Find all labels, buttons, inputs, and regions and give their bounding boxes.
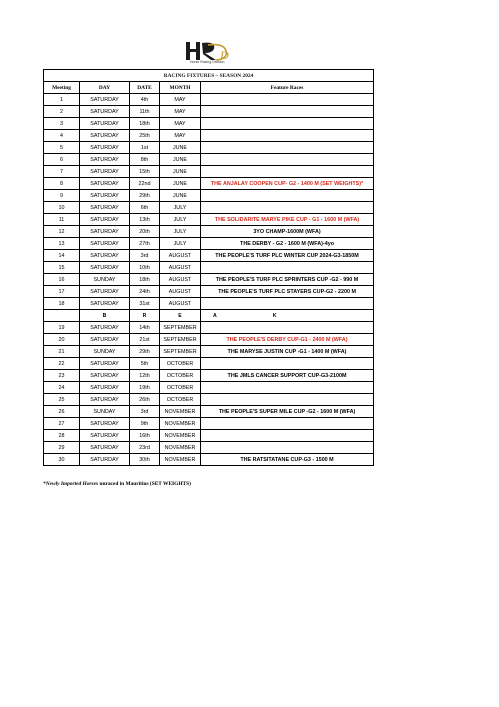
cell-month: JULY — [160, 238, 201, 250]
cell-feature-race: THE PEOPLE'S TURF PLC SPRINTERS CUP -G2 - 990 M — [201, 274, 374, 286]
cell-date: 18th — [130, 274, 160, 286]
cell-date: 11th — [130, 106, 160, 118]
table-row — [44, 250, 374, 262]
cell-day: SATURDAY — [80, 226, 130, 238]
cell-date: 5th — [130, 358, 160, 370]
cell-feature-race: THE JMLS CANCER SUPPORT CUP-G3-2100M — [201, 370, 374, 382]
table-row — [44, 226, 374, 238]
table-row — [44, 94, 374, 106]
table-title: RACING FIXTURES – SEASON 2024 — [44, 70, 374, 82]
cell-meeting: 15 — [44, 262, 80, 274]
cell-meeting: 5 — [44, 142, 80, 154]
cell-date: 30th — [130, 454, 160, 466]
col-date: DATE — [130, 82, 160, 94]
cell-meeting: 13 — [44, 238, 80, 250]
cell-feature-race: THE SOLIDARITE MARYE PIKE CUP - G1 - 1600 M (WFA) — [201, 214, 374, 226]
cell-date: 13th — [130, 214, 160, 226]
cell-date: 25th — [130, 130, 160, 142]
break-letter-k: K — [272, 312, 277, 319]
table-row — [44, 178, 374, 190]
cell-month: MAY — [160, 118, 201, 130]
cell-month: MAY — [160, 94, 201, 106]
footnote-star: *Newly Imported Horses — [43, 481, 99, 487]
table-row — [44, 130, 374, 142]
cell-feature-race — [201, 118, 374, 130]
cell-date: 27th — [130, 238, 160, 250]
cell-day: SATURDAY — [80, 370, 130, 382]
cell-feature-race — [201, 358, 374, 370]
cell-meeting: 18 — [44, 298, 80, 310]
table-row — [44, 118, 374, 130]
table-row — [44, 106, 374, 118]
table-row — [44, 394, 374, 406]
cell-day: SATURDAY — [80, 430, 130, 442]
cell-date: 18th — [130, 118, 160, 130]
col-meeting: Meeting — [44, 82, 80, 94]
cell-feature-race: THE PEOPLE'S SUPER MILE CUP -G2 - 1600 M (WFA) — [201, 406, 374, 418]
cell-date: 1st — [130, 142, 160, 154]
cell-meeting: 28 — [44, 430, 80, 442]
cell-feature-race: THE PEOPLE'S TURF PLC STAYERS CUP-G2 - 2200 M — [201, 286, 374, 298]
cell-month: OCTOBER — [160, 358, 201, 370]
break-letter: R — [130, 310, 160, 322]
cell-day: SATURDAY — [80, 214, 130, 226]
cell-month: JUNE — [160, 142, 201, 154]
cell-date: 6th — [130, 202, 160, 214]
table-row — [44, 382, 374, 394]
cell-date: 12th — [130, 370, 160, 382]
cell-feature-race — [201, 106, 374, 118]
cell-feature-race — [201, 322, 374, 334]
cell-month: JUNE — [160, 154, 201, 166]
cell-day: SATURDAY — [80, 118, 130, 130]
cell-date: 22nd — [130, 178, 160, 190]
cell-month: NOVEMBER — [160, 430, 201, 442]
cell-month: NOVEMBER — [160, 442, 201, 454]
cell-feature-race — [201, 166, 374, 178]
break-letter-a: A — [213, 312, 217, 319]
break-row — [44, 310, 374, 322]
cell-feature-race — [201, 382, 374, 394]
cell-feature-race: THE DERBY - G2 - 1600 M (WFA)-4yo — [201, 238, 374, 250]
cell-day: SATURDAY — [80, 262, 130, 274]
table-row — [44, 154, 374, 166]
cell-date: 14th — [130, 322, 160, 334]
cell-month: MAY — [160, 106, 201, 118]
cell-meeting: 7 — [44, 166, 80, 178]
table-row — [44, 454, 374, 466]
cell-month: OCTOBER — [160, 370, 201, 382]
cell-feature-race — [201, 130, 374, 142]
cell-day: SUNDAY — [80, 346, 130, 358]
cell-day: SATURDAY — [80, 334, 130, 346]
cell-meeting: 20 — [44, 334, 80, 346]
cell-feature-race — [201, 394, 374, 406]
table-row — [44, 262, 374, 274]
cell-date: 20th — [130, 226, 160, 238]
cell-month: SEPTEMBER — [160, 346, 201, 358]
cell-month: AUGUST — [160, 274, 201, 286]
cell-month: OCTOBER — [160, 394, 201, 406]
cell-feature-race: THE PEOPLE'S DERBY CUP-G1 - 2400 M (WFA) — [201, 334, 374, 346]
cell-month: NOVEMBER — [160, 454, 201, 466]
svg-text:D: D — [220, 48, 229, 62]
cell-month: NOVEMBER — [160, 418, 201, 430]
cell-meeting: 3 — [44, 118, 80, 130]
cell-day: SUNDAY — [80, 274, 130, 286]
cell-month: MAY — [160, 130, 201, 142]
cell-month: JUNE — [160, 190, 201, 202]
cell-feature-race: THE PEOPLE'S TURF PLC WINTER CUP 2024-G3-1850M — [201, 250, 374, 262]
cell-date: 4th — [130, 94, 160, 106]
cell-meeting: 29 — [44, 442, 80, 454]
cell-meeting: 23 — [44, 370, 80, 382]
cell-month: AUGUST — [160, 250, 201, 262]
cell-date: 26th — [130, 394, 160, 406]
cell-meeting: 2 — [44, 106, 80, 118]
cell-month: JUNE — [160, 166, 201, 178]
table-row — [44, 358, 374, 370]
footnote — [43, 481, 191, 487]
break-cell-meeting — [44, 310, 80, 322]
table-row — [44, 346, 374, 358]
logo-subtitle: Horse Racing Division — [190, 60, 225, 64]
cell-day: SATURDAY — [80, 142, 130, 154]
cell-day: SATURDAY — [80, 454, 130, 466]
cell-date: 31st — [130, 298, 160, 310]
table-row — [44, 370, 374, 382]
break-letter: E — [160, 310, 201, 322]
cell-day: SATURDAY — [80, 322, 130, 334]
cell-feature-race — [201, 418, 374, 430]
cell-feature-race — [201, 190, 374, 202]
cell-month: AUGUST — [160, 298, 201, 310]
cell-date: 21st — [130, 334, 160, 346]
table-row — [44, 274, 374, 286]
cell-feature-race — [201, 142, 374, 154]
cell-date: 3rd — [130, 250, 160, 262]
cell-feature-race — [201, 298, 374, 310]
cell-month: JULY — [160, 214, 201, 226]
cell-day: SATURDAY — [80, 190, 130, 202]
table-row — [44, 214, 374, 226]
fixtures-table — [43, 69, 374, 466]
cell-meeting: 1 — [44, 94, 80, 106]
cell-meeting: 24 — [44, 382, 80, 394]
col-month: MONTH — [160, 82, 201, 94]
cell-feature-race — [201, 154, 374, 166]
cell-date: 16th — [130, 430, 160, 442]
cell-day: SATURDAY — [80, 286, 130, 298]
cell-day: SATURDAY — [80, 130, 130, 142]
cell-meeting: 11 — [44, 214, 80, 226]
footnote-text: unraced in Mauritius (SET WEIGHTS) — [98, 481, 191, 487]
table-row — [44, 298, 374, 310]
cell-meeting: 8 — [44, 178, 80, 190]
cell-feature-race: THE ANJALAY COOPEN CUP- G2 - 1400 M (SET WEIGHTS)* — [201, 178, 374, 190]
cell-feature-race: THE MARYSE JUSTIN CUP -G1 - 1400 M (WFA) — [201, 346, 374, 358]
cell-day: SATURDAY — [80, 250, 130, 262]
cell-date: 24th — [130, 286, 160, 298]
cell-date: 23rd — [130, 442, 160, 454]
cell-day: SUNDAY — [80, 406, 130, 418]
cell-feature-race — [201, 442, 374, 454]
cell-meeting: 19 — [44, 322, 80, 334]
cell-day: SATURDAY — [80, 94, 130, 106]
table-row — [44, 418, 374, 430]
cell-meeting: 22 — [44, 358, 80, 370]
cell-meeting: 6 — [44, 154, 80, 166]
fixtures-body — [44, 94, 374, 466]
table-row — [44, 202, 374, 214]
cell-day: SATURDAY — [80, 442, 130, 454]
cell-month: AUGUST — [160, 262, 201, 274]
cell-month: AUGUST — [160, 286, 201, 298]
table-row — [44, 166, 374, 178]
cell-meeting: 25 — [44, 394, 80, 406]
cell-day: SATURDAY — [80, 238, 130, 250]
cell-day: SATURDAY — [80, 154, 130, 166]
cell-date: 3rd — [130, 406, 160, 418]
cell-date: 19th — [130, 382, 160, 394]
cell-meeting: 30 — [44, 454, 80, 466]
cell-month: JULY — [160, 202, 201, 214]
cell-date: 15th — [130, 166, 160, 178]
cell-day: SATURDAY — [80, 178, 130, 190]
cell-meeting: 9 — [44, 190, 80, 202]
cell-meeting: 16 — [44, 274, 80, 286]
cell-day: SATURDAY — [80, 166, 130, 178]
break-race-cell — [201, 310, 374, 322]
cell-meeting: 27 — [44, 418, 80, 430]
cell-day: SATURDAY — [80, 106, 130, 118]
cell-feature-race — [201, 202, 374, 214]
cell-meeting: 17 — [44, 286, 80, 298]
table-row — [44, 430, 374, 442]
cell-month: SEPTEMBER — [160, 334, 201, 346]
cell-meeting: 21 — [44, 346, 80, 358]
cell-day: SATURDAY — [80, 394, 130, 406]
cell-date: 29th — [130, 346, 160, 358]
cell-date: 9th — [130, 418, 160, 430]
cell-day: SATURDAY — [80, 418, 130, 430]
cell-month: JULY — [160, 226, 201, 238]
table-row — [44, 142, 374, 154]
table-row — [44, 286, 374, 298]
cell-month: SEPTEMBER — [160, 322, 201, 334]
cell-meeting: 12 — [44, 226, 80, 238]
cell-date: 8th — [130, 154, 160, 166]
cell-day: SATURDAY — [80, 382, 130, 394]
table-row — [44, 334, 374, 346]
cell-feature-race — [201, 94, 374, 106]
table-row — [44, 442, 374, 454]
col-feature-races: Feature Races — [201, 82, 374, 94]
cell-day: SATURDAY — [80, 358, 130, 370]
cell-month: JUNE — [160, 178, 201, 190]
table-row — [44, 406, 374, 418]
cell-feature-race — [201, 430, 374, 442]
cell-month: OCTOBER — [160, 382, 201, 394]
table-row — [44, 190, 374, 202]
table-row — [44, 322, 374, 334]
cell-feature-race — [201, 262, 374, 274]
cell-feature-race: THE RATSITATANE CUP-G3 - 1500 M — [201, 454, 374, 466]
cell-day: SATURDAY — [80, 202, 130, 214]
cell-feature-race: 3YO CHAMP-1600M (WFA) — [201, 226, 374, 238]
cell-day: SATURDAY — [80, 298, 130, 310]
table-row — [44, 238, 374, 250]
cell-meeting: 14 — [44, 250, 80, 262]
col-day: DAY — [80, 82, 130, 94]
cell-meeting: 26 — [44, 406, 80, 418]
cell-month: NOVEMBER — [160, 406, 201, 418]
cell-meeting: 10 — [44, 202, 80, 214]
break-letter: B — [80, 310, 130, 322]
cell-meeting: 4 — [44, 130, 80, 142]
cell-date: 10th — [130, 262, 160, 274]
cell-date: 29th — [130, 190, 160, 202]
